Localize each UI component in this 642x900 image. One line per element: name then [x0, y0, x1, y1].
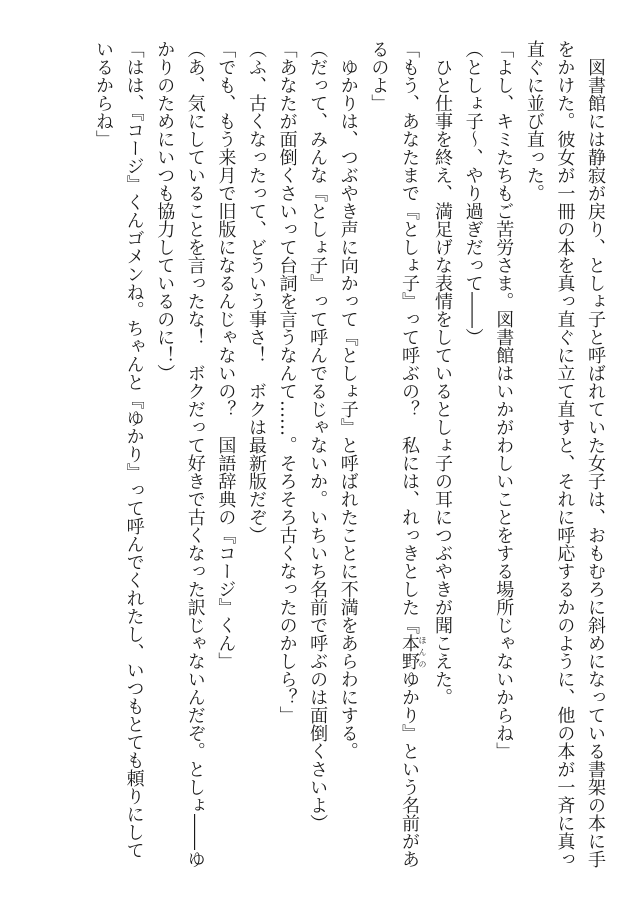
paragraph-narration-1: 図書館には静寂が戻り、としょ子と呼ばれていた女子は、おもむろに斜めになっている書架の本に手をかけた。彼女が一冊の本を真っ直ぐに立て直すと、それに呼応するかのように、他の本が一斉に真っ直ぐに並び直った。	[523, 40, 606, 868]
paragraph-dialogue-4: （だって、みんな『としょ子』って呼んでるじゃないか。いちいち名前で呼ぶのは面倒くさいよ）	[307, 40, 329, 832]
dialogue-3-after: ゆかり』という名前があるのよ」	[368, 40, 420, 868]
dialogue-3-before: 「もう、あなたまで『としょ子』って呼ぶの？ 私には、れっきとした『	[398, 40, 420, 634]
paragraph-dialogue-2: （としょ子〜、やり過ぎだって――）	[462, 40, 484, 346]
paragraph-dialogue-5: 「あなたが面倒くさいって台詞を言うなんて……。そろそろ古くなったのかしら？」	[276, 40, 298, 724]
paragraph-dialogue-1: 「よし、キミたちもご苦労さま。図書館はいかがわしいことをする場所じゃないからね」	[493, 40, 515, 760]
paragraph-dialogue-6: （ふ、古くなったって、どういう事さ！ ボクは最新版だぞ）	[245, 40, 267, 544]
ruby-reading: ほんの	[417, 634, 427, 670]
paragraph-dialogue-7: 「でも、もう来月で旧版になるんじゃないの？ 国語辞典の『コージ』くん」	[215, 40, 237, 670]
paragraph-dialogue-9: 「はは、『コージ』くんゴメンね。ちゃんと『ゆかり』って呼んでくれたし、いつもとても頼りにしているからね」	[93, 40, 145, 859]
paragraph-narration-3: ゆかりは、つぶやき声に向かって『としょ子』と呼ばれたことに不満をあらわにする。	[337, 58, 359, 760]
paragraph-narration-2: ひと仕事を終え、満足げな表情をしているとしょ子の耳につぶやきが聞こえた。	[432, 58, 454, 706]
ruby-base: 本野	[398, 634, 420, 670]
paragraph-dialogue-3	[363, 40, 427, 870]
vertical-text-body	[20, 40, 610, 870]
name-ruby	[398, 634, 427, 670]
paragraph-dialogue-8: （あ、気にしていることを言ったな！ ボクだって好きで古くなった訳じゃないんだぞ。としょ――ゆかりのためにいつも協力しているのに！）	[154, 40, 206, 868]
